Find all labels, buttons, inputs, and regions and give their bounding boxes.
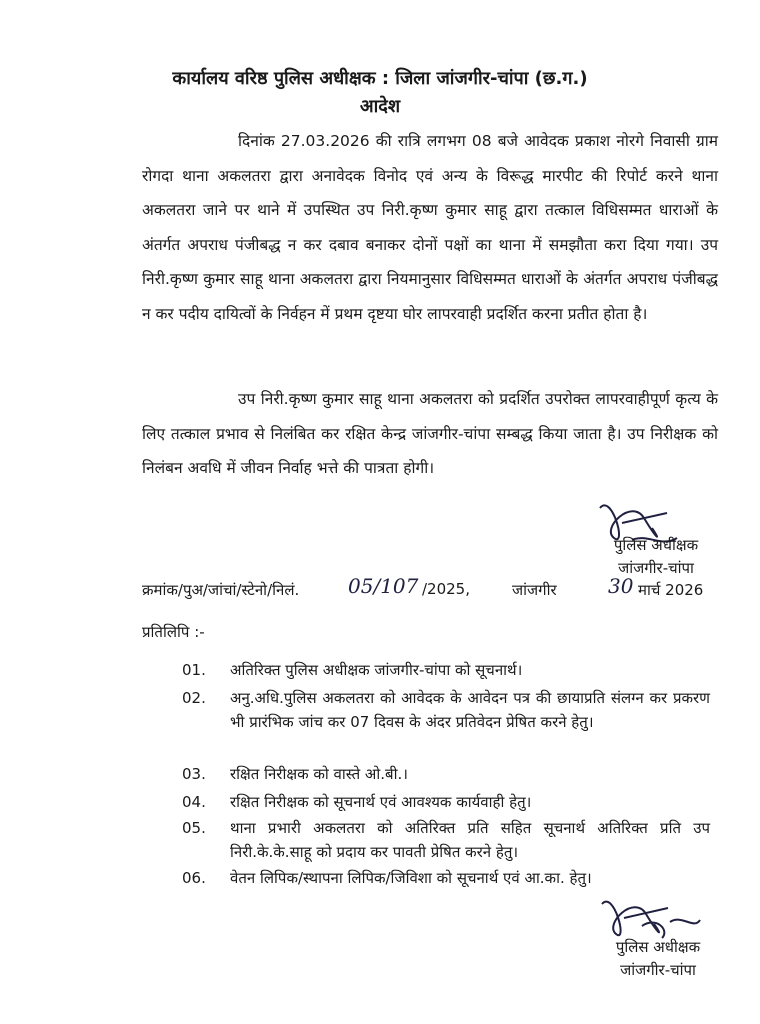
paragraph-1: दिनांक 27.03.2026 की रात्रि लगभग 08 बजे आवेदक प्रकाश नोरगे निवासी ग्राम रोगदा थाना अकलतरा द्वारा अनावेदक विनोद एवं अन्य के विरूद्ध मारपीट की रिपोर्ट करने थाना अकलतरा जाने पर थाने में उपस्थित उप निरी.कृष्ण कुमार साहू द्वारा तत्काल विधिसम्मत धाराओं के अंतर्गत अपराध पंजीबद्ध न कर दबाव बनाकर दोनों पक्षों का थाना में समझौता करा दिया गया। उप निरी.कृष्ण कुमार साहू थाना अकलतरा द्वारा नियमानुसार विधिसम्मत धाराओं के अंतर्गत अपराध पंजीबद्ध न कर पदीय दायित्वों के निर्वहन में प्रथम दृष्टया घोर लापरवाही प्रदर्शित करना प्रतीत होता है। (142, 132, 718, 323)
reference-year: /2025, (422, 580, 470, 598)
signature-2-designation: पुलिस अधीक्षक (615, 938, 701, 956)
signature-1-district: जांजगीर-चांपा (618, 559, 694, 577)
paragraph-2: उप निरी.कृष्ण कुमार साहू थाना अकलतरा को प्रदर्शित उपरोक्त लापरवाहीपूर्ण कृत्य के लिए तत्काल प्रभाव से निलंबित कर रक्षित केन्द्र जांजगीर-चांपा सम्बद्ध किया जाता है। उप निरीक्षक को निलंबन अवधि में जीवन निर्वाह भत्ते की पात्रता होगी। (142, 390, 718, 477)
copy-item-text: अतिरिक्त पुलिस अधीक्षक जांजगीर-चांपा को सूचनार्थ। (230, 661, 523, 679)
copy-item-number: 06. (182, 869, 206, 887)
copy-item-number: 04. (182, 793, 206, 811)
copy-item-text: वेतन लिपिक/स्थापना लिपिक/जिविशा को सूचनार्थ एवं आ.का. हेतु। (230, 869, 592, 887)
copy-item-number: 01. (182, 661, 206, 679)
copy-item-number: 03. (182, 765, 206, 783)
copy-item-text: थाना प्रभारी अकलतरा को अतिरिक्त प्रति सहित सूचनार्थ अतिरिक्त प्रति उप निरी.के.के.साहू को प्रदाय कर पावती प्रेषित करने हेतु। (230, 819, 710, 861)
signature-1-designation: पुलिस अधीक्षक (613, 536, 699, 554)
copy-item-text: रक्षित निरीक्षक को वास्ते ओ.बी.। (230, 765, 408, 783)
office-header: कार्यालय वरिष्ठ पुलिस अधीक्षक : जिला जांजगीर-चांपा (छ.ग.) (172, 68, 588, 89)
reference-prefix: क्रमांक/पुअ/जांचां/स्टेनो/निलं. (142, 581, 300, 599)
copy-label: प्रतिलिपि :- (142, 623, 205, 641)
document-title: आदेश (359, 96, 401, 117)
signature-block-2 (588, 936, 728, 982)
copy-item-text: रक्षित निरीक्षक को सूचनार्थ एवं आवश्यक कार्यवाही हेतु। (230, 793, 532, 811)
signature-block-1 (586, 534, 726, 580)
reference-date: मार्च 2026 (638, 581, 704, 599)
copy-item-number: 02. (182, 689, 206, 707)
signature-2-district: जांजगीर-चांपा (620, 961, 696, 979)
reference-number-handwritten: 05/107 (348, 574, 419, 598)
copy-item-text: अनु.अधि.पुलिस अकलतरा को आवेदक के आवेदन पत्र की छायाप्रति संलग्न कर प्रकरण भी प्रारंभिक जांच कर 07 दिवस के अंदर प्रतिवेदन प्रेषित करने हेतु। (230, 689, 710, 731)
copy-item-number: 05. (182, 819, 206, 837)
reference-place: जांजगीर (512, 581, 557, 599)
reference-day-handwritten: 30 (608, 574, 634, 598)
